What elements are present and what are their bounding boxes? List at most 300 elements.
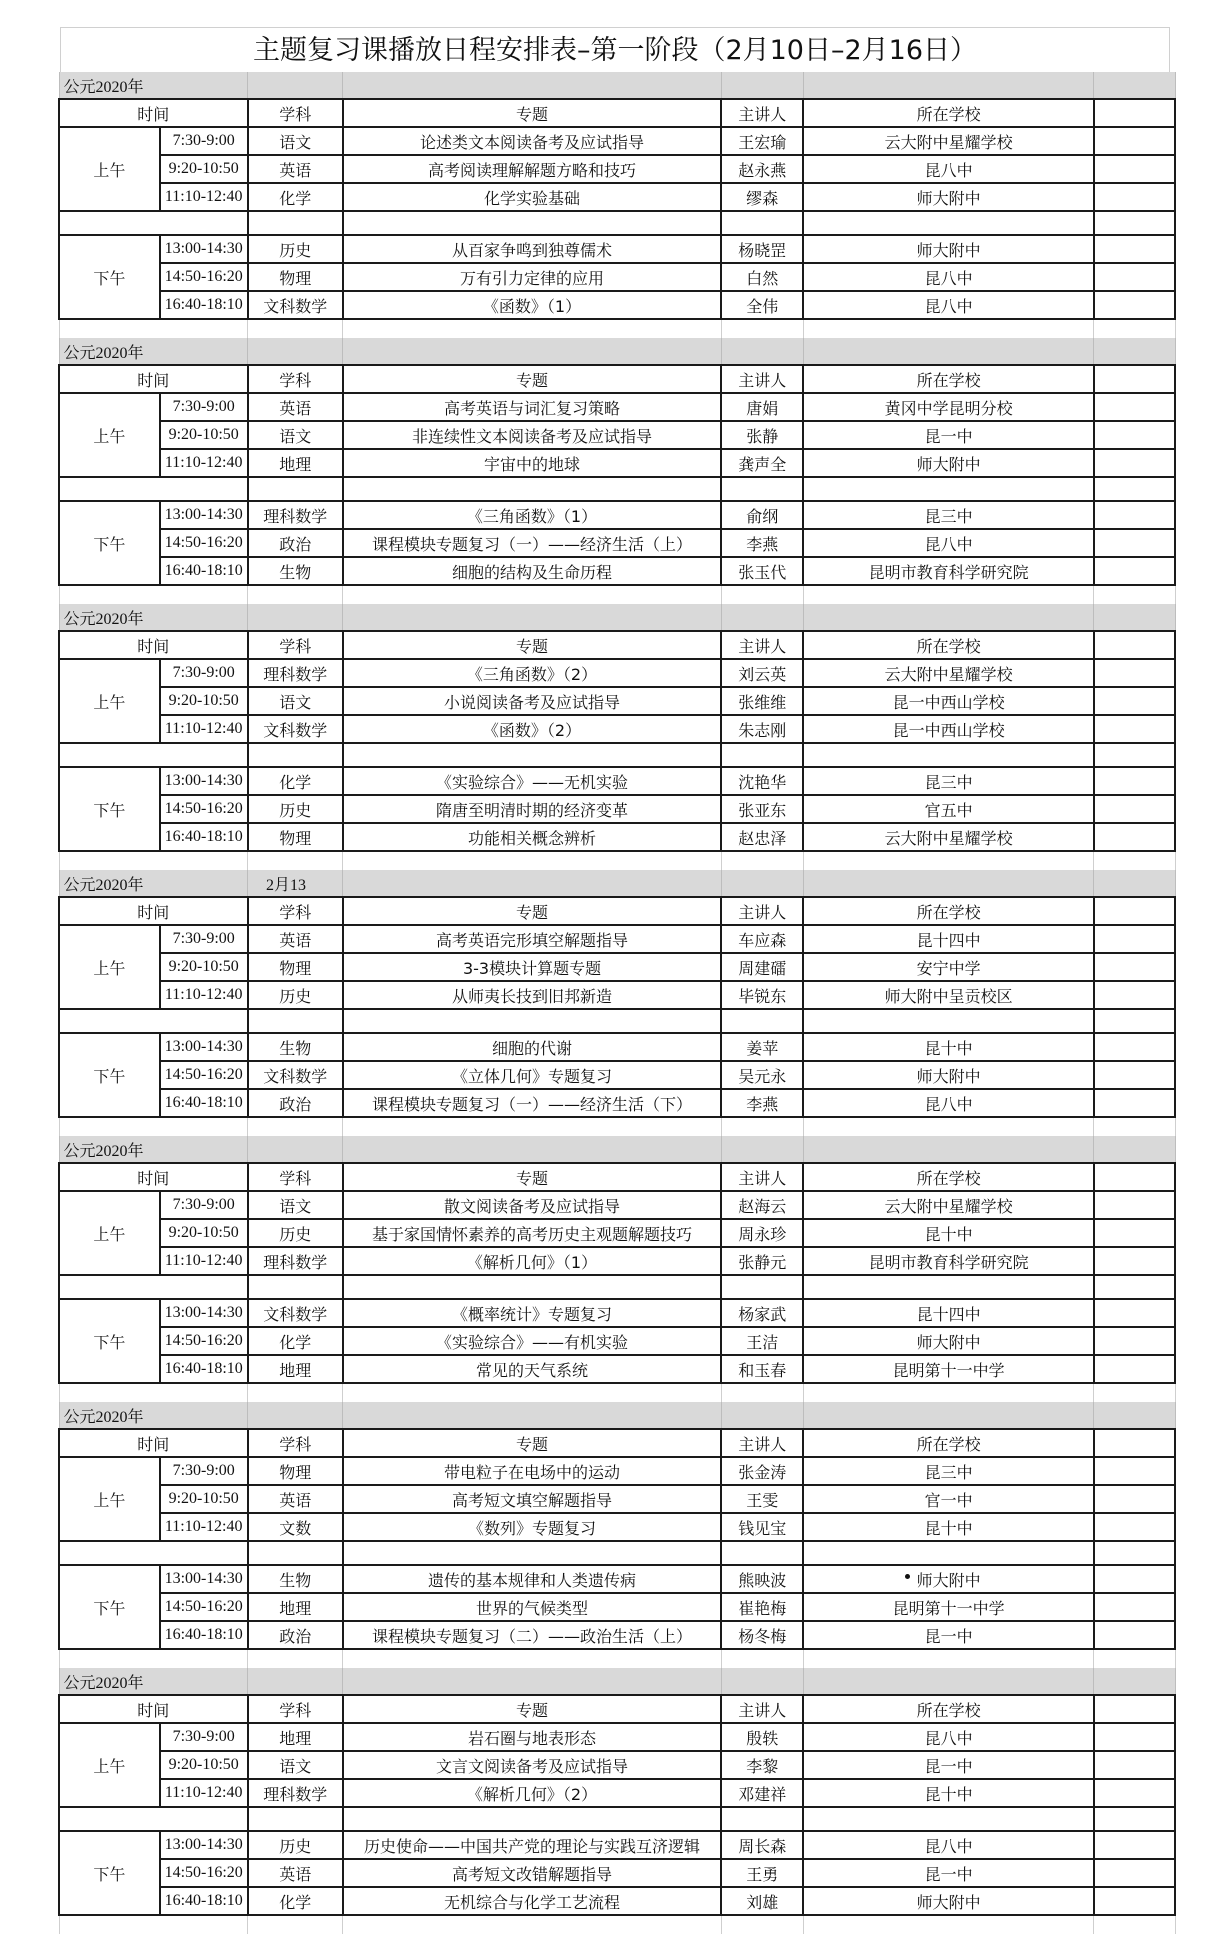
column-header-row <box>59 631 1175 659</box>
gap-cell <box>721 1009 803 1033</box>
school-cell: 师大附中 <box>803 1061 1094 1089</box>
subject-cell: 历史 <box>248 1219 343 1247</box>
gap-cell <box>248 1275 343 1299</box>
gap-cell <box>248 743 343 767</box>
header-blank <box>343 1136 721 1163</box>
spacer-cell <box>343 1649 721 1668</box>
gap-cell <box>59 1275 248 1299</box>
table-row <box>59 263 1175 291</box>
time-cell: 11:10-12:40 <box>160 1779 248 1807</box>
day-header-row <box>59 72 1175 99</box>
spacer-row <box>59 1649 1175 1668</box>
time-cell: 11:10-12:40 <box>160 449 248 477</box>
gap-cell <box>721 1807 803 1831</box>
period-label: 上午 <box>59 1457 160 1541</box>
subject-cell: 地理 <box>248 449 343 477</box>
topic-cell: 3-3模块计算题专题 <box>343 953 721 981</box>
topic-cell: 非连续性文本阅读备考及应试指导 <box>343 421 721 449</box>
spacer-row <box>59 1117 1175 1136</box>
spacer-cell <box>248 585 343 604</box>
gap-cell <box>248 1541 343 1565</box>
subject-cell: 语文 <box>248 127 343 155</box>
table-row <box>59 1621 1175 1649</box>
blank-cell <box>1094 501 1175 529</box>
day-table <box>58 1136 1176 1402</box>
header-blank <box>343 870 721 897</box>
lecturer-cell: 唐娟 <box>721 393 803 421</box>
spacer-cell <box>803 1383 1094 1402</box>
spacer-cell <box>1094 1649 1175 1668</box>
time-cell: 7:30-9:00 <box>160 659 248 687</box>
subject-cell: 物理 <box>248 1457 343 1485</box>
subject-cell: 物理 <box>248 953 343 981</box>
blank-cell <box>1094 981 1175 1009</box>
col-lecturer: 主讲人 <box>721 365 803 393</box>
year-label: 公元2020年 <box>59 604 248 631</box>
period-label: 下午 <box>59 1033 160 1117</box>
topic-cell: 论述类文本阅读备考及应试指导 <box>343 127 721 155</box>
topic-cell: 课程模块专题复习（一）——经济生活（上） <box>343 529 721 557</box>
school-cell: 昆一中 <box>803 1621 1094 1649</box>
col-subject: 学科 <box>248 631 343 659</box>
topic-cell: 《解析几何》（2） <box>343 1779 721 1807</box>
period-label: 上午 <box>59 1723 160 1807</box>
school-cell: 昆十中 <box>803 1779 1094 1807</box>
day-header-row <box>59 1668 1175 1695</box>
spacer-cell <box>721 1383 803 1402</box>
lecturer-cell: 周建礌 <box>721 953 803 981</box>
school-cell: 昆三中 <box>803 501 1094 529</box>
time-cell: 11:10-12:40 <box>160 715 248 743</box>
time-cell: 9:20-10:50 <box>160 155 248 183</box>
lecturer-cell: 张亚东 <box>721 795 803 823</box>
day-table <box>58 72 1176 338</box>
lecturer-cell: 张玉代 <box>721 557 803 585</box>
blank-cell <box>1094 1565 1175 1593</box>
gap-cell <box>803 1009 1094 1033</box>
lecturer-cell: 刘云英 <box>721 659 803 687</box>
gap-cell <box>343 211 721 235</box>
lecturer-cell: 张静元 <box>721 1247 803 1275</box>
subject-cell: 理科数学 <box>248 659 343 687</box>
time-cell: 14:50-16:20 <box>160 1859 248 1887</box>
school-cell: 昆八中 <box>803 529 1094 557</box>
column-header-row <box>59 1695 1175 1723</box>
blank-cell <box>1094 529 1175 557</box>
school-cell: 昆一中西山学校 <box>803 687 1094 715</box>
school-cell: 师大附中呈贡校区 <box>803 981 1094 1009</box>
spacer-cell <box>803 319 1094 338</box>
col-blank <box>1094 1695 1175 1723</box>
gap-cell <box>803 477 1094 501</box>
spacer-cell <box>248 1649 343 1668</box>
lecturer-cell: 朱志刚 <box>721 715 803 743</box>
time-cell: 11:10-12:40 <box>160 1247 248 1275</box>
table-row <box>59 1299 1175 1327</box>
blank-cell <box>1094 1033 1175 1061</box>
spacer-cell <box>59 319 248 338</box>
table-row <box>59 1457 1175 1485</box>
col-topic: 专题 <box>343 1163 721 1191</box>
topic-cell: 高考阅读理解解题方略和技巧 <box>343 155 721 183</box>
subject-cell: 英语 <box>248 1485 343 1513</box>
school-cell: 师大附中 <box>803 1327 1094 1355</box>
table-row <box>59 687 1175 715</box>
lecturer-cell: 殷轶 <box>721 1723 803 1751</box>
lecturer-cell: 杨晓罡 <box>721 235 803 263</box>
table-row <box>59 795 1175 823</box>
time-cell: 13:00-14:30 <box>160 501 248 529</box>
table-row <box>59 449 1175 477</box>
topic-cell: 《函数》（2） <box>343 715 721 743</box>
lecturer-cell: 赵永燕 <box>721 155 803 183</box>
subject-cell: 化学 <box>248 767 343 795</box>
subject-cell: 历史 <box>248 795 343 823</box>
header-blank <box>721 1136 803 1163</box>
subject-cell: 政治 <box>248 529 343 557</box>
gap-cell <box>343 1807 721 1831</box>
subject-cell: 化学 <box>248 1327 343 1355</box>
subject-cell: 地理 <box>248 1355 343 1383</box>
lecturer-cell: 熊映波 <box>721 1565 803 1593</box>
topic-cell: 《三角函数》（2） <box>343 659 721 687</box>
topic-cell: 《概率统计》专题复习 <box>343 1299 721 1327</box>
spacer-cell <box>59 1117 248 1136</box>
spacer-cell <box>248 1915 343 1934</box>
spacer-cell <box>343 319 721 338</box>
table-row <box>59 291 1175 319</box>
col-school: 所在学校 <box>803 1429 1094 1457</box>
school-cell: 昆八中 <box>803 1723 1094 1751</box>
lecturer-cell: 李黎 <box>721 1751 803 1779</box>
time-cell: 9:20-10:50 <box>160 687 248 715</box>
spacer-cell <box>59 1915 248 1934</box>
period-label: 上午 <box>59 127 160 211</box>
col-subject: 学科 <box>248 1163 343 1191</box>
col-lecturer: 主讲人 <box>721 897 803 925</box>
gap-cell <box>59 1807 248 1831</box>
gap-cell <box>248 477 343 501</box>
gap-cell <box>803 211 1094 235</box>
header-blank <box>1094 72 1175 99</box>
table-row <box>59 823 1175 851</box>
spacer-cell <box>803 1117 1094 1136</box>
blank-cell <box>1094 1751 1175 1779</box>
column-header-row <box>59 1429 1175 1457</box>
time-cell: 9:20-10:50 <box>160 953 248 981</box>
blank-cell <box>1094 823 1175 851</box>
topic-cell: 《解析几何》（1） <box>343 1247 721 1275</box>
topic-cell: 《实验综合》——有机实验 <box>343 1327 721 1355</box>
subject-cell: 生物 <box>248 1565 343 1593</box>
lecturer-cell: 姜苹 <box>721 1033 803 1061</box>
lecturer-cell: 张维维 <box>721 687 803 715</box>
table-row <box>59 1751 1175 1779</box>
school-cell: 昆八中 <box>803 155 1094 183</box>
col-subject: 学科 <box>248 99 343 127</box>
year-label: 公元2020年 <box>59 338 248 365</box>
spacer-cell <box>1094 1117 1175 1136</box>
col-school: 所在学校 <box>803 1163 1094 1191</box>
time-cell: 13:00-14:30 <box>160 235 248 263</box>
lecturer-cell: 邓建祥 <box>721 1779 803 1807</box>
school-cell: 师大附中 <box>803 235 1094 263</box>
blank-cell <box>1094 1089 1175 1117</box>
period-label: 下午 <box>59 767 160 851</box>
col-blank <box>1094 631 1175 659</box>
date-note <box>248 604 343 631</box>
day-table <box>58 870 1176 1136</box>
topic-cell: 《立体几何》专题复习 <box>343 1061 721 1089</box>
date-note <box>248 1136 343 1163</box>
table-row <box>59 393 1175 421</box>
period-label: 上午 <box>59 393 160 477</box>
day-header-row <box>59 870 1175 897</box>
time-cell: 16:40-18:10 <box>160 823 248 851</box>
blank-cell <box>1094 1723 1175 1751</box>
topic-cell: 历史使命——中国共产党的理论与实践互济逻辑 <box>343 1831 721 1859</box>
gap-cell <box>1094 1275 1175 1299</box>
subject-cell: 英语 <box>248 155 343 183</box>
time-cell: 11:10-12:40 <box>160 981 248 1009</box>
header-blank <box>1094 338 1175 365</box>
table-row <box>59 1593 1175 1621</box>
gap-row <box>59 1275 1175 1299</box>
day-header-row <box>59 604 1175 631</box>
table-row <box>59 1219 1175 1247</box>
subject-cell: 政治 <box>248 1621 343 1649</box>
col-blank <box>1094 1163 1175 1191</box>
school-cell: 昆八中 <box>803 1831 1094 1859</box>
spacer-cell <box>1094 851 1175 870</box>
time-cell: 13:00-14:30 <box>160 1033 248 1061</box>
school-cell: 昆明第十一中学 <box>803 1593 1094 1621</box>
school-cell: 昆八中 <box>803 1089 1094 1117</box>
lecturer-cell: 张金涛 <box>721 1457 803 1485</box>
subject-cell: 化学 <box>248 1887 343 1915</box>
time-cell: 7:30-9:00 <box>160 127 248 155</box>
spacer-row <box>59 1383 1175 1402</box>
topic-cell: 高考英语完形填空解题指导 <box>343 925 721 953</box>
spacer-cell <box>343 585 721 604</box>
header-blank <box>803 338 1094 365</box>
col-time: 时间 <box>59 99 248 127</box>
subject-cell: 文数 <box>248 1513 343 1541</box>
lecturer-cell: 吴元永 <box>721 1061 803 1089</box>
column-header-row <box>59 99 1175 127</box>
lecturer-cell: 崔艳梅 <box>721 1593 803 1621</box>
subject-cell: 生物 <box>248 557 343 585</box>
school-cell: 昆三中 <box>803 767 1094 795</box>
header-blank <box>1094 604 1175 631</box>
period-label: 上午 <box>59 1191 160 1275</box>
header-blank <box>803 870 1094 897</box>
header-blank <box>1094 1136 1175 1163</box>
spacer-cell <box>343 851 721 870</box>
subject-cell: 历史 <box>248 981 343 1009</box>
day-table <box>58 1668 1176 1934</box>
period-label: 下午 <box>59 235 160 319</box>
day-block <box>58 604 1176 870</box>
school-cell: 安宁中学 <box>803 953 1094 981</box>
col-lecturer: 主讲人 <box>721 99 803 127</box>
gap-cell <box>248 211 343 235</box>
time-cell: 9:20-10:50 <box>160 421 248 449</box>
lecturer-cell: 王洁 <box>721 1327 803 1355</box>
year-label: 公元2020年 <box>59 1668 248 1695</box>
topic-cell: 世界的气候类型 <box>343 1593 721 1621</box>
gap-cell <box>343 477 721 501</box>
day-block <box>58 72 1176 338</box>
gap-cell <box>1094 1009 1175 1033</box>
spacer-cell <box>59 585 248 604</box>
header-blank <box>1094 1668 1175 1695</box>
day-table <box>58 604 1176 870</box>
table-row <box>59 501 1175 529</box>
topic-cell: 遗传的基本规律和人类遗传病 <box>343 1565 721 1593</box>
date-note <box>248 72 343 99</box>
table-row <box>59 1089 1175 1117</box>
col-subject: 学科 <box>248 1695 343 1723</box>
gap-cell <box>59 1541 248 1565</box>
spacer-cell <box>1094 1915 1175 1934</box>
col-subject: 学科 <box>248 897 343 925</box>
period-label: 下午 <box>59 1831 160 1915</box>
time-cell: 16:40-18:10 <box>160 557 248 585</box>
blank-cell <box>1094 155 1175 183</box>
lecturer-cell: 赵海云 <box>721 1191 803 1219</box>
day-header-row <box>59 338 1175 365</box>
col-time: 时间 <box>59 365 248 393</box>
subject-cell: 理科数学 <box>248 1779 343 1807</box>
table-row <box>59 183 1175 211</box>
col-school: 所在学校 <box>803 897 1094 925</box>
gap-cell <box>721 477 803 501</box>
spacer-row <box>59 319 1175 338</box>
column-header-row <box>59 1163 1175 1191</box>
subject-cell: 理科数学 <box>248 1247 343 1275</box>
blank-cell <box>1094 1219 1175 1247</box>
blank-cell <box>1094 263 1175 291</box>
header-blank <box>721 870 803 897</box>
blank-cell <box>1094 1457 1175 1485</box>
gap-row <box>59 211 1175 235</box>
gap-cell <box>59 1009 248 1033</box>
topic-cell: 岩石圈与地表形态 <box>343 1723 721 1751</box>
header-blank <box>1094 870 1175 897</box>
col-school: 所在学校 <box>803 1695 1094 1723</box>
spacer-cell <box>1094 585 1175 604</box>
table-row <box>59 421 1175 449</box>
day-header-row <box>59 1136 1175 1163</box>
gap-cell <box>721 211 803 235</box>
time-cell: 14:50-16:20 <box>160 795 248 823</box>
col-blank <box>1094 1429 1175 1457</box>
spacer-cell <box>721 319 803 338</box>
time-cell: 14:50-16:20 <box>160 263 248 291</box>
time-cell: 14:50-16:20 <box>160 1327 248 1355</box>
gap-cell <box>59 477 248 501</box>
school-cell: 师大附中 <box>803 1565 1094 1593</box>
topic-cell: 万有引力定律的应用 <box>343 263 721 291</box>
col-school: 所在学校 <box>803 631 1094 659</box>
blank-cell <box>1094 291 1175 319</box>
spacer-cell <box>343 1383 721 1402</box>
school-cell: 官五中 <box>803 795 1094 823</box>
col-time: 时间 <box>59 897 248 925</box>
gap-cell <box>1094 477 1175 501</box>
time-cell: 14:50-16:20 <box>160 1061 248 1089</box>
gap-cell <box>721 1541 803 1565</box>
school-cell: 昆三中 <box>803 1457 1094 1485</box>
day-header-row <box>59 1402 1175 1429</box>
header-blank <box>721 72 803 99</box>
spacer-cell <box>803 585 1094 604</box>
header-blank <box>343 604 721 631</box>
topic-cell: 高考短文改错解题指导 <box>343 1859 721 1887</box>
blank-cell <box>1094 1327 1175 1355</box>
blank-cell <box>1094 1831 1175 1859</box>
year-label: 公元2020年 <box>59 870 248 897</box>
subject-cell: 文科数学 <box>248 715 343 743</box>
lecturer-cell: 龚声全 <box>721 449 803 477</box>
subject-cell: 语文 <box>248 421 343 449</box>
spacer-cell <box>721 1649 803 1668</box>
spacer-cell <box>721 585 803 604</box>
topic-cell: 《实验综合》——无机实验 <box>343 767 721 795</box>
time-cell: 16:40-18:10 <box>160 1355 248 1383</box>
table-row <box>59 925 1175 953</box>
school-cell: 昆八中 <box>803 263 1094 291</box>
header-blank <box>721 1402 803 1429</box>
school-cell: 昆明第十一中学 <box>803 1355 1094 1383</box>
topic-cell: 高考英语与词汇复习策略 <box>343 393 721 421</box>
topic-cell: 课程模块专题复习（二）——政治生活（上） <box>343 1621 721 1649</box>
time-cell: 13:00-14:30 <box>160 1831 248 1859</box>
lecturer-cell: 俞纲 <box>721 501 803 529</box>
time-cell: 14:50-16:20 <box>160 529 248 557</box>
table-row <box>59 1513 1175 1541</box>
gap-row <box>59 477 1175 501</box>
blank-cell <box>1094 767 1175 795</box>
spacer-cell <box>803 851 1094 870</box>
col-topic: 专题 <box>343 99 721 127</box>
table-row <box>59 659 1175 687</box>
date-note <box>248 1402 343 1429</box>
lecturer-cell: 张静 <box>721 421 803 449</box>
table-row <box>59 557 1175 585</box>
gap-cell <box>1094 1541 1175 1565</box>
time-cell: 7:30-9:00 <box>160 1457 248 1485</box>
gap-cell <box>721 1275 803 1299</box>
col-time: 时间 <box>59 1429 248 1457</box>
year-label: 公元2020年 <box>59 1402 248 1429</box>
gap-cell <box>803 1807 1094 1831</box>
lecturer-cell: 王雯 <box>721 1485 803 1513</box>
spacer-cell <box>721 1117 803 1136</box>
table-row <box>59 235 1175 263</box>
spacer-cell <box>59 1649 248 1668</box>
topic-cell: 《三角函数》（1） <box>343 501 721 529</box>
gap-cell <box>1094 1807 1175 1831</box>
header-blank <box>343 1668 721 1695</box>
col-school: 所在学校 <box>803 365 1094 393</box>
table-row <box>59 1191 1175 1219</box>
spacer-cell <box>1094 319 1175 338</box>
school-cell: 云大附中星耀学校 <box>803 1191 1094 1219</box>
school-cell: 昆十中 <box>803 1033 1094 1061</box>
period-label: 上午 <box>59 659 160 743</box>
